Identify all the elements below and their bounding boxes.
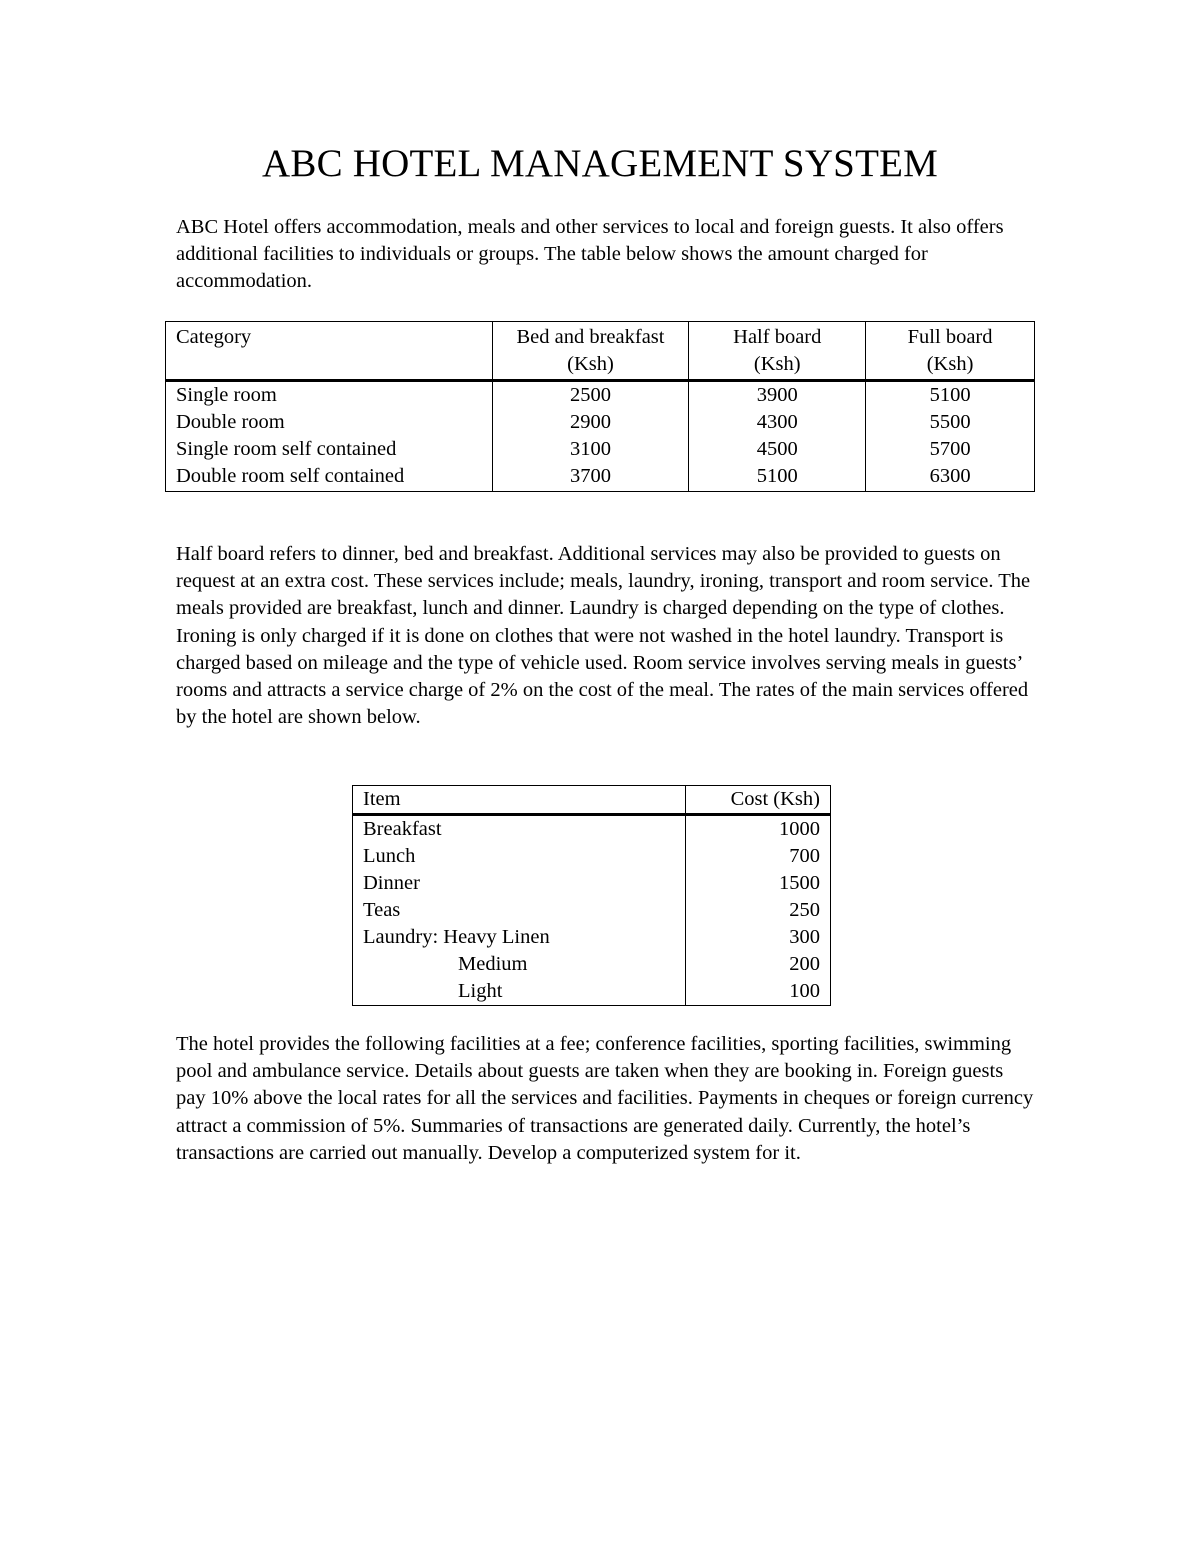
service-item: Light	[353, 978, 686, 1006]
service-item: Medium	[353, 951, 686, 978]
header-cost: Cost (Ksh)	[686, 786, 831, 815]
table-row	[353, 951, 831, 978]
room-category: Single room	[166, 381, 493, 410]
header-half-board: Half board (Ksh)	[689, 322, 866, 381]
bed-breakfast-rate: 3700	[492, 463, 689, 492]
service-item: Laundry: Heavy Linen	[353, 924, 686, 951]
intro-paragraph	[176, 214, 1036, 296]
service-cost: 100	[686, 978, 831, 1006]
half-board-rate: 4500	[689, 436, 866, 463]
service-item: Dinner	[353, 870, 686, 897]
service-cost: 700	[686, 843, 831, 870]
intro-text: ABC Hotel offers accommodation, meals and other services to local and foreign guests. It also offers additional facilities to individuals or groups. The table below shows the amount charged for accommodation.	[176, 216, 1004, 293]
table-row	[353, 978, 831, 1006]
service-cost: 250	[686, 897, 831, 924]
full-board-rate: 5500	[866, 409, 1035, 436]
bed-breakfast-rate: 3100	[492, 436, 689, 463]
table-row	[353, 870, 831, 897]
room-category: Double room self contained	[166, 463, 493, 492]
services-text: Half board refers to dinner, bed and breakfast. Additional services may also be provided to guests on request at an extra cost. These services include; meals, laundry, ironing, transport and room service. The meals provided are breakfast, lunch and dinner. Laundry is charged depending on the type of clothes. Ironing is only charged if it is done on clothes that were not washed in the hotel laundry. Transport is charged based on mileage and the type of vehicle used. Room service involves serving meals in guests’ rooms and attracts a service charge of 2% on the cost of the meal. The rates of the main services offered by the hotel are shown below.	[176, 543, 1031, 729]
accommodation-header-row	[166, 322, 1035, 381]
service-item: Lunch	[353, 843, 686, 870]
bed-breakfast-rate: 2900	[492, 409, 689, 436]
facilities-text: The hotel provides the following facilities at a fee; conference facilities, sporting facilities, swimming pool and ambulance service. Details about guests are taken when they are booking in. Foreign guests pay 10% above the local rates for all the services and facilities. Payments in cheques or foreign currency attract a commission of 5%. Summaries of transactions are generated daily. Currently, the hotel’s transactions are carried out manually. Develop a computerized system for it.	[176, 1033, 1034, 1164]
facilities-paragraph	[176, 1031, 1036, 1167]
service-item: Teas	[353, 897, 686, 924]
page-title: ABC HOTEL MANAGEMENT SYSTEM	[262, 142, 938, 185]
half-board-rate: 3900	[689, 381, 866, 410]
full-board-rate: 6300	[866, 463, 1035, 492]
services-table	[352, 785, 831, 1006]
table-row	[166, 463, 1035, 492]
table-row	[166, 436, 1035, 463]
half-board-rate: 4300	[689, 409, 866, 436]
bed-breakfast-rate: 2500	[492, 381, 689, 410]
services-header-row	[353, 786, 831, 815]
accommodation-table	[165, 321, 1035, 492]
table-row	[353, 843, 831, 870]
full-board-rate: 5700	[866, 436, 1035, 463]
room-category: Double room	[166, 409, 493, 436]
full-board-rate: 5100	[866, 381, 1035, 410]
service-cost: 1000	[686, 815, 831, 844]
table-row	[353, 815, 831, 844]
header-bed-breakfast: Bed and breakfast (Ksh)	[492, 322, 689, 381]
services-paragraph	[176, 541, 1036, 731]
service-item: Breakfast	[353, 815, 686, 844]
service-cost: 1500	[686, 870, 831, 897]
half-board-rate: 5100	[689, 463, 866, 492]
header-full-board: Full board (Ksh)	[866, 322, 1035, 381]
room-category: Single room self contained	[166, 436, 493, 463]
service-cost: 200	[686, 951, 831, 978]
table-row	[353, 924, 831, 951]
table-row	[166, 409, 1035, 436]
header-category: Category	[166, 322, 493, 381]
table-row	[166, 381, 1035, 410]
header-item: Item	[353, 786, 686, 815]
table-row	[353, 897, 831, 924]
service-cost: 300	[686, 924, 831, 951]
